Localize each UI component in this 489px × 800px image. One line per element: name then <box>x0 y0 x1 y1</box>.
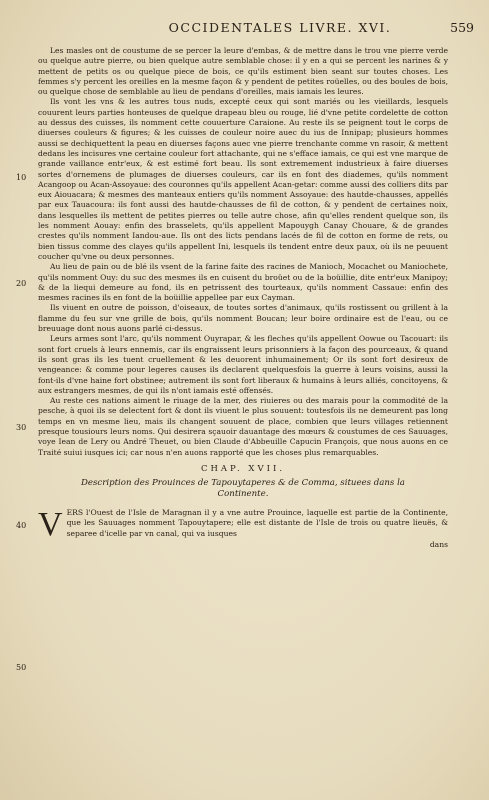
paragraph: Au lieu de pain ou de blé ils vsent de la farine faite des racines de Manioch, Mocachet ou Maniochete, qu'ils nomment Ouy: du suc des mesmes ils en cuisent du broüet ou de la boüillie, dite entr'eux Manipoy; & de la liequi demeure au fond, ils en petrissent des tourteaux, qu'ils nomment Cassaue: enfin des mesmes racines ils en font de la boüillie appellee par eux Cayman. <box>38 262 448 303</box>
page-number: 559 <box>450 20 474 35</box>
margin-line-number: 50 <box>16 663 27 672</box>
margin-line-number: 40 <box>16 521 27 530</box>
chapter-title: Description des Prouinces de Tapouytaperes & de Comma, situees dans la Continente. <box>81 478 405 500</box>
margin-line-number: 10 <box>16 173 27 182</box>
paragraph: Leurs armes sont l'arc, qu'ils nomment Ouyrapar, & les fleches qu'ils appellent Oowue ou Tacouart: ils sont fort cruels à leurs ennemis, car ils engraissent leurs prisonniers à la façon des pourceaux, & quand ils sont gras ils les tuent cruellement & les deuorent inhumainement; Or ils sont fort desireux de vengeance: & comme pour legeres causes ils declarent quelquesfois la guerre à leurs voisins, aussi la font-ils d'vne haine fort obstinee; autrement ils sont fort liberaux & humains à leurs alliés, concitoyens, & aux estrangers mesmes, de qui ils n'ont iamais esté offensés. <box>38 334 448 395</box>
paragraph: Ils vont les vns & les autres tous nuds, excepté ceux qui sont mariés ou les vieillards, lesquels couurent leurs parties honteuses de quelque drapeau bleu ou rouge, lié d'vne petite cordelette de cotton au dessus des cuisses, ils nomment cette couuerture Caraione. Au reste ils se peignent tout le corps de diuerses couleurs & figures; & les cuisses de couleur noire auec du ius de Innipap; plusieurs hommes aussi se dechiquettent la peau en diuerses façons auec vne pierre trenchante comme vn rasoir, & mettent dedans les incisures vne certaine couleur fort attachante, qui ne s'efface iamais, ce qui est vne marque de grande vaillance entr'eux, & est estimé fort beau. Ils sont extremement industrieux à faire diuerses sortes d'ornemens de plumages de diuerses couleurs, car ils en font des diademes, qu'ils nomment Acangoop ou Acan-Assoyaue: des couronnes qu'ils appellent Acan-getar: comme aussi des colliers dits par eux Aiouacara; & mesmes des manteaux entiers qu'ils nomment Assoyaue: des hautde-chausses, appellés par eux Tauacoura: ils font aussi des hautde-chausses de fil de cotton, & y pendent de certaines noix, dans lesquelles ils mettent de petites pierres ou telle autre chose, afin qu'elles rendent quelque son, ils les nomment Aouay: enfin des brasselets, qu'ils appellent Mapouygh Canay Chouare, & de grandes crestes qu'ils nomment Iandou-aue. Ils ont des licts pendans lacés de fil de cotton en forme de rets, ou bien tissus comme des clayes qu'ils appellent Ini, lesquels ils tendent entre deux paux, où ils ne peuuent coucher qu'vne ou deux personnes. <box>38 97 449 261</box>
paragraph: Les masles ont de coustume de se percer la leure d'embas, & de mettre dans le trou vne pierre verde ou quelque autre pierre, ou bien quelque autre semblable chose: il y en a qui se percent les narines & y mettent de petits os ou quelque piece de bois, ce qu'ils estiment bien seant sur toutes choses. Les femmes s'y percent les oreilles en la mesme façon & y pendent de petites roüelles, ou des boules de bois, ou quelque chose de semblable au lieu de pendans d'oreilles, mais iamais les leures. <box>38 46 448 97</box>
running-header <box>80 20 480 35</box>
body-text <box>38 46 448 550</box>
running-title: OCCIDENTALES LIVRE. XVI. <box>168 20 392 35</box>
chapter-opening <box>38 508 448 550</box>
margin-line-number: 30 <box>16 423 27 432</box>
chapter-heading: CHAP. XVII. <box>200 463 286 474</box>
catchword: dans <box>429 540 448 550</box>
margin-line-number: 20 <box>16 279 27 288</box>
drop-capital: V <box>38 506 63 544</box>
chapter-first-paragraph: ERS l'Ouest de l'Isle de Maragnan il y a vne autre Prouince, laquelle est partie de la Continente, que les Sauuages nomment Tapouytapere; elle est distante de l'Isle de trois ou quatre lieuës, & separee d'icelle par vn canal, qui va iusques <box>66 508 448 538</box>
paragraph: Au reste ces nations aiment le riuage de la mer, des riuieres ou des marais pour la commodité de la pesche, à quoi ils se delectent fort & dont ils viuent le plus souuent: toutesfois ils ne demeurent pas long temps en vn mesme lieu, mais ils changent souuent de place, combien que leurs villages retiennent presque tousiours leurs noms. Qui desirera sçauoir dauantage des mœurs & coustumes de ces Sauuages, voye Iean de Lery ou André Theuet, ou bien Claude d'Abbeuille Capucin François, que nous auons en ce Traité suiui iusques ici; car nous n'en auons rapporté que les choses plus remarquables. <box>38 396 448 457</box>
paragraph: Ils viuent en outre de poisson, d'oiseaux, de toutes sortes d'animaux, qu'ils rostissent ou grillent à la flamme du feu sur vne grille de bois, qu'ils nomment Boucan; leur boire ordinaire est de l'eau, ou ce breuuage dont nous auons parlé ci-dessus. <box>38 303 448 334</box>
